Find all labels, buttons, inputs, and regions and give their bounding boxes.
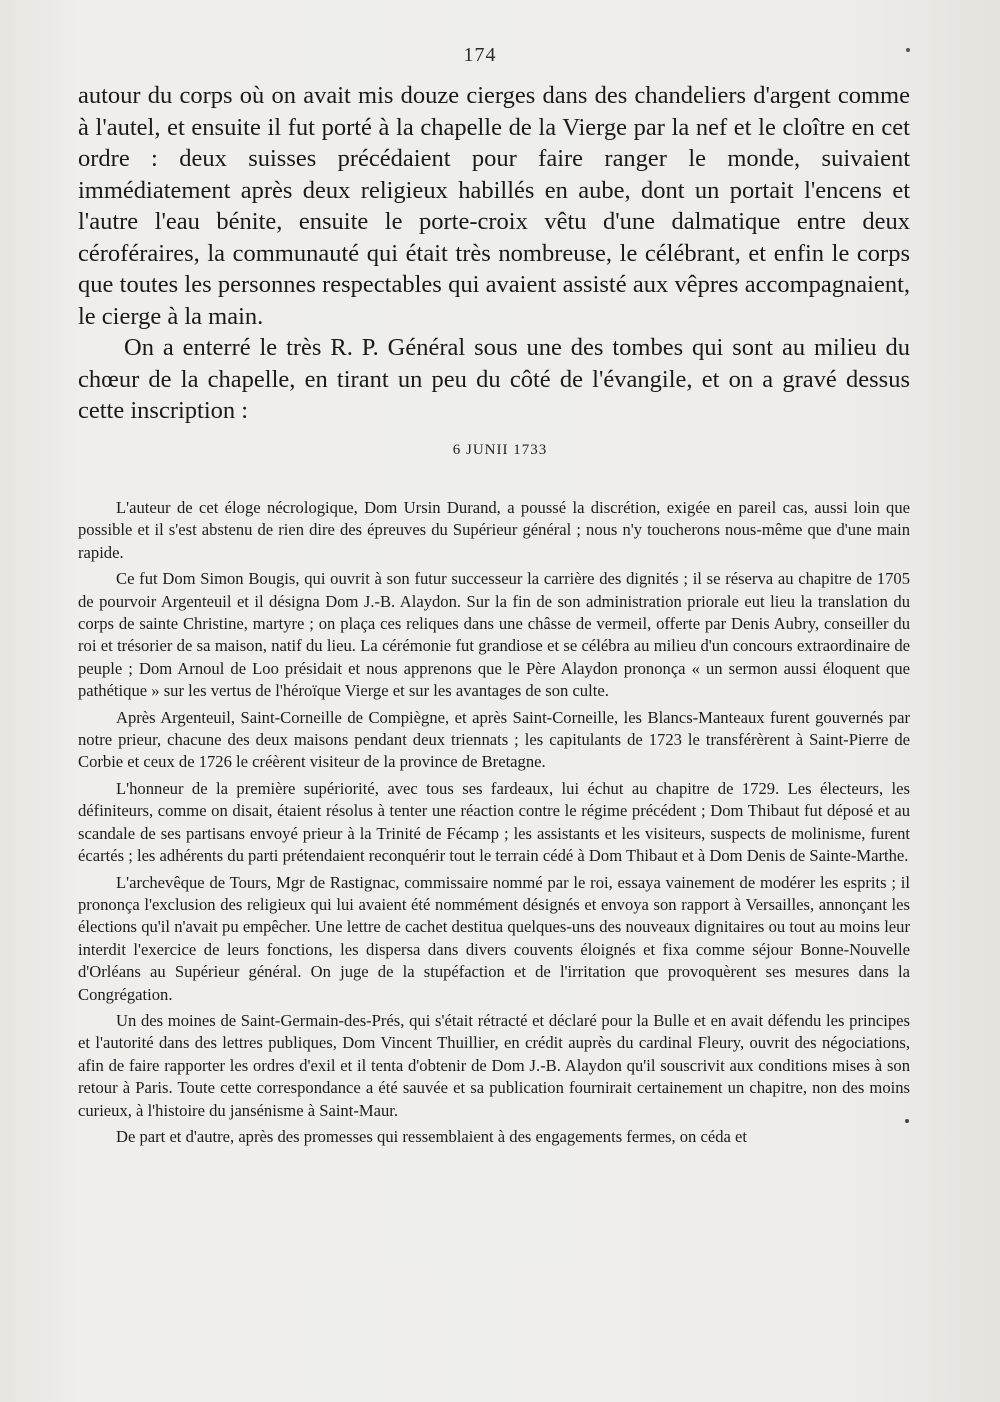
note-paragraph: L'honneur de la première supériorité, avec tous ses fardeaux, lui échut au chapitre de 1729. Les électeurs, les définiteurs, comme on disait, étaient résolus à tenter une réaction contre le régime précédent ; Dom Thibaut fut déposé et au scandale de ses partisans envoyé prieur à la Trinité de Fécamp ; les assistants et les visiteurs, suspects de molinisme, furent écartés ; les adhérents du parti prétendaient reconquérir tout le terrain cédé à Dom Thibaut et à Dom Denis de Sainte-Marthe. [78, 778, 910, 866]
body-paragraph: On a enterré le très R. P. Général sous une des tombes qui sont au milieu du chœur de la chapelle, en tirant un peu du côté de l'évangile, et on a gravé dessus cette inscription : [78, 334, 910, 424]
inscription-date: 6 JUNII 1733 [452, 442, 548, 458]
note-paragraph: Après Argenteuil, Saint-Corneille de Compiègne, et après Saint-Corneille, les Blancs-Manteaux furent gouvernés par notre prieur, chacune des deux maisons pendant deux triennats ; les capitulants de 1723 le transférèrent à Saint-Pierre de Corbie et ceux de 1726 le créèrent visiteur de la province de Bretagne. [78, 707, 910, 772]
body-paragraph: autour du corps où on avait mis douze cierges dans des chandeliers d'argent comme à l'autel, et ensuite il fut porté à la chapelle de la Vierge par la nef et le cloître en cet ordre : deux suisses précédaient pour faire ranger le monde, suivaient immédiatement après deux religieux habillés en aube, dont un portait l'encens et l'autre l'eau bénite, ensuite le porte-croix vêtu d'une dalmatique entre deux céroféraires, la communauté qui était très nombreuse, le célébrant, et enfin le corps que toutes les personnes respectables qui avaient assisté aux vêpres accompagnaient, le cierge à la main. [78, 82, 910, 330]
main-text [78, 80, 910, 427]
footnotes [78, 497, 910, 1152]
ink-speck [906, 48, 910, 52]
note-paragraph: Ce fut Dom Simon Bougis, qui ouvrit à son futur successeur la carrière des dignités ; il se réserva au chapitre de 1705 de pourvoir Argenteuil et il désigna Dom J.-B. Alaydon. Sur la fin de son administration priorale eut lieu la translation du corps de sainte Christine, martyre ; on plaça ces reliques dans une châsse de vermeil, offerte par Denis Aubry, conseiller du roi et trésorier de sa maison, natif du lieu. La cérémonie fut grandiose et se célébra au milieu d'un concours extraordinaire de peuple ; Dom Arnoul de Loo présidait et nous apprenons que le Père Alaydon prononça « un sermon aussi éloquent que pathétique » sur les vertus de l'héroïque Vierge et sur les avantages de son culte. [78, 569, 910, 701]
note-paragraph: De part et d'autre, après des promesses qui ressemblaient à des engagements fermes, on céda et [116, 1126, 748, 1146]
note-paragraph: Un des moines de Saint-Germain-des-Prés, qui s'était rétracté et déclaré pour la Bulle et en avait défendu les principes et l'autorité dans des lettres publiques, Dom Vincent Thuillier, en crédit auprès du cardinal Fleury, ouvrit des négociations, afin de faire rapporter les ordres d'exil et il tenta d'obtenir de Dom J.-B. Alaydon qu'il souscrivit aux conditions mises à son retour à Paris. Toute cette correspondance a été sauvée et sa publication fournirait certainement un chapitre, non des moins curieux, à l'histoire du jansénisme à Saint-Maur. [78, 1010, 910, 1120]
note-paragraph: L'archevêque de Tours, Mgr de Rastignac, commissaire nommé par le roi, essaya vainement de modérer les esprits ; il prononça l'exclusion des religieux qui lui avaient été nommément désignés et envoya son rapport à Versailles, annonçant les élections qu'il n'avait pu empêcher. Une lettre de cachet destitua quelques-uns des nouveaux dignitaires ou tout au moins leur interdit l'exercice de leurs fonctions, les dispersa dans divers couvents éloignés et fixa comme séjour Bonne-Nouvelle d'Orléans au Supérieur général. On juge de la stupéfaction et de l'irritation que provoquèrent ses mesures dans la Congrégation. [78, 872, 910, 1004]
page-number: 174 [463, 44, 497, 66]
note-paragraph: L'auteur de cet éloge nécrologique, Dom Ursin Durand, a poussé la discrétion, exigée en pareil cas, aussi loin que possible et il s'est abstenu de rien dire des épreuves du Supérieur général ; nous n'y toucherons nous-même que d'une main rapide. [78, 498, 910, 562]
